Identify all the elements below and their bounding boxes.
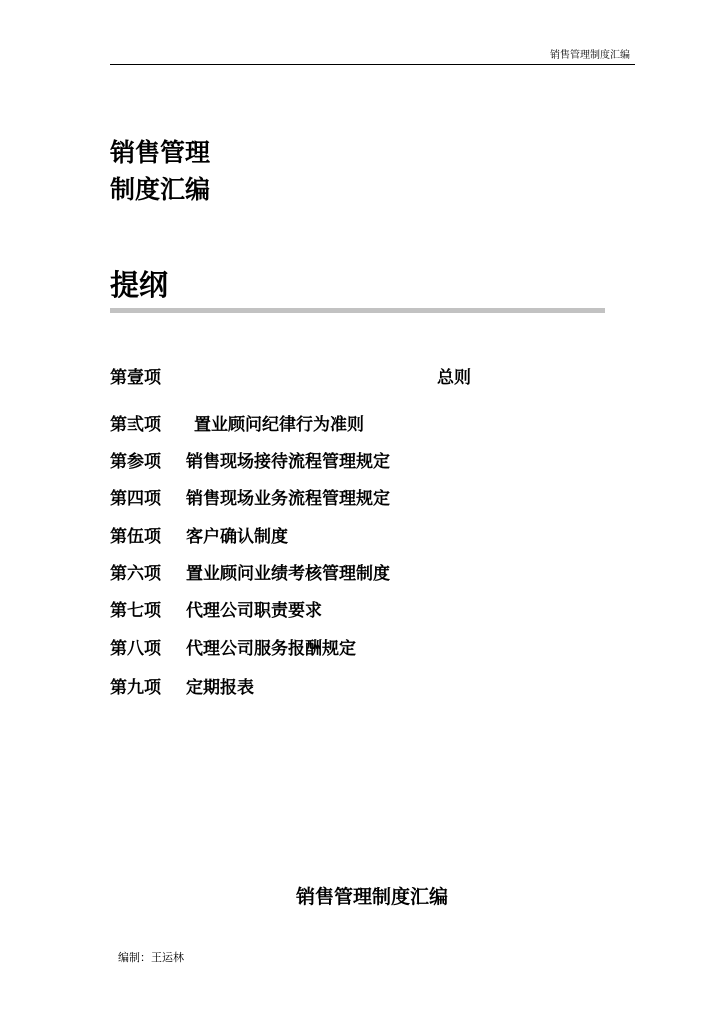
toc-item-8 (110, 637, 510, 661)
toc-item-title: 销售现场接待流程管理规定 (186, 452, 390, 472)
toc-item-2 (110, 413, 510, 437)
toc-item-4 (110, 487, 510, 511)
toc-item-number: 第壹项 (110, 368, 161, 388)
toc-item-number: 第伍项 (110, 527, 161, 547)
toc-item-number: 第八项 (110, 639, 161, 659)
toc-item-title: 代理公司服务报酬规定 (186, 639, 356, 659)
toc-item-title: 客户确认制度 (186, 527, 288, 547)
toc-item-number: 第参项 (110, 452, 161, 472)
running-header: 销售管理制度汇编 (550, 50, 630, 61)
footer-title: 销售管理制度汇编 (295, 886, 448, 908)
toc-item-number: 第六项 (110, 564, 161, 584)
toc-item-number: 第弎项 (110, 415, 161, 435)
outline-divider-bar (110, 308, 605, 313)
outline-heading: 提纲 (110, 268, 169, 302)
toc-item-9 (110, 676, 510, 700)
toc-item-1 (110, 366, 510, 390)
toc-item-6 (110, 562, 510, 586)
toc-item-title: 置业顾问纪律行为准则 (194, 415, 364, 435)
toc-item-number: 第七项 (110, 601, 161, 621)
document-title-line-1: 销售管理 (110, 138, 211, 167)
toc-item-title: 总则 (437, 368, 471, 388)
toc-item-title: 定期报表 (186, 678, 254, 698)
toc-item-7 (110, 599, 510, 623)
toc-item-title: 置业顾问业绩考核管理制度 (186, 564, 390, 584)
document-title-line-2: 制度汇编 (110, 175, 211, 204)
toc-item-number: 第九项 (110, 678, 161, 698)
header-rule (110, 64, 635, 65)
toc-item-title: 销售现场业务流程管理规定 (186, 489, 390, 509)
toc-item-5 (110, 525, 510, 549)
toc-item-number: 第四项 (110, 489, 161, 509)
toc-item-3 (110, 450, 510, 474)
toc-item-title: 代理公司职责要求 (186, 601, 322, 621)
footer-author: 编制：王运林 (118, 951, 184, 964)
